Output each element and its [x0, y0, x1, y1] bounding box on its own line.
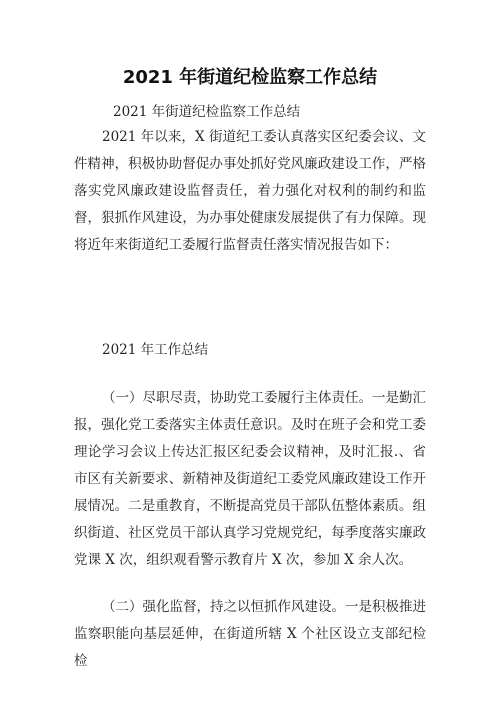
document-subtitle: 2021 年街道纪检监察工作总结 [113, 104, 301, 120]
section-paragraph-1: （一）尽职尽责，协助党工委履行主体责任。一是勤汇报，强化党工委落实主体责任意识。及时在班子会和党工委理论学习会议上传达汇报区纪委会议精神，及时汇报.、省市区有关新要求、新精神及街道纪工委党风廉政建设工作开展情况。二是重教育，不断提高党员干部队伍整体素质。组织街道、社区党员干部认真学习党规党纪，每季度落实廉政党课 X 次，组织观看警示教育片 X 次，参加 X 余人次。 [74, 390, 426, 568]
section-paragraph-2: （二）强化监督，持之以恒抓作风建设。一是积极推进监察职能向基层延伸，在街道所辖 X 个社区设立支部纪检检 [74, 599, 426, 669]
document-title: 2021 年街道纪检监察工作总结 [122, 67, 378, 88]
section-heading: 2021 年工作总结 [102, 342, 209, 358]
intro-paragraph: 2021 年以来，X 街道纪工委认真落实区纪委会议、文件精神，积极协助督促办事处抓好党风廉政建设工作，严格落实党风廉政建设监督责任，着力强化对权利的制约和监督，狠抓作风建设，为办事处健康发展提供了有力保障。现将近年来街道纪工委履行监督责任落实情况报告如下： [74, 129, 426, 253]
